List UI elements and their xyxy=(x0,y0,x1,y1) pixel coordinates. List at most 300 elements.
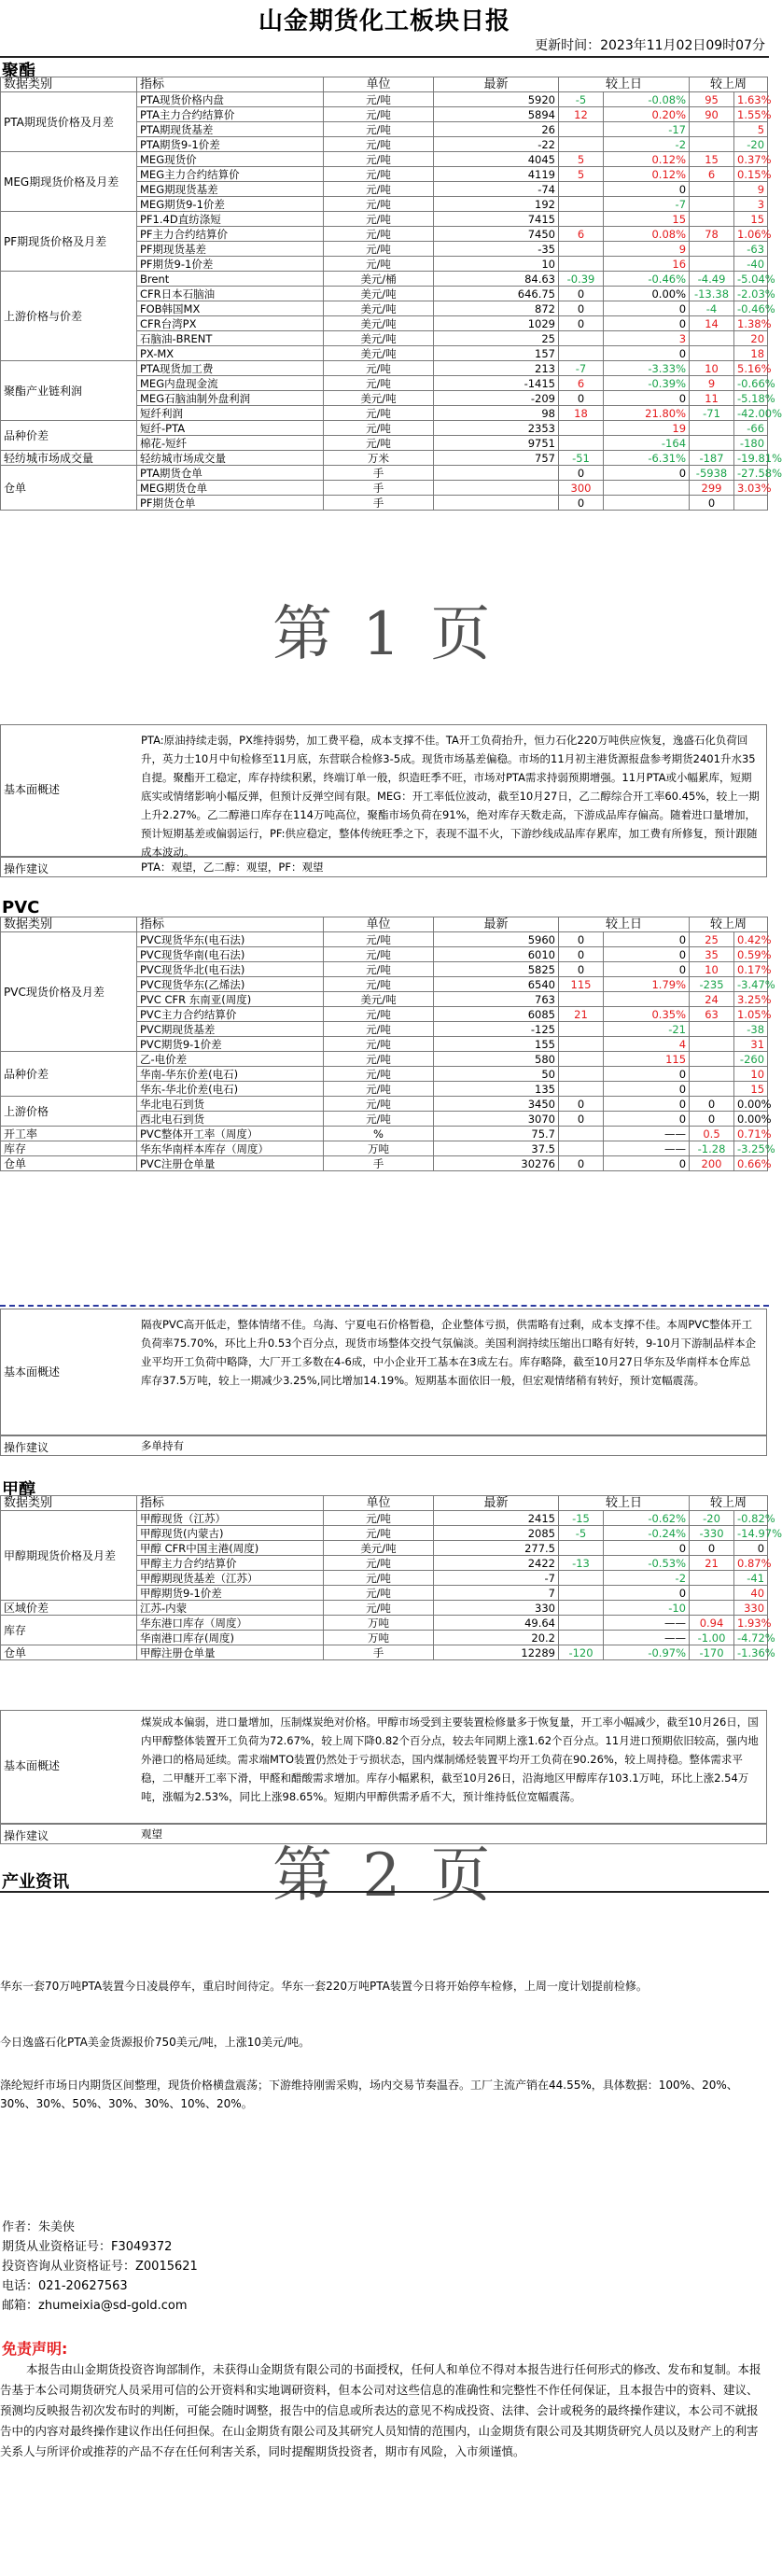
week-change-pct-cell: 40 xyxy=(734,1586,768,1601)
table-row xyxy=(1,451,768,466)
latest-cell xyxy=(434,481,559,496)
category-cell: 上游价格 xyxy=(1,1097,137,1127)
header-category: 数据类别 xyxy=(1,1496,137,1511)
latest-cell: -7 xyxy=(434,1571,559,1586)
day-change-pct-cell: 0.35% xyxy=(604,1007,690,1022)
table-row xyxy=(1,1616,768,1631)
page-2-watermark: 第 2 页 xyxy=(272,1841,496,1911)
latest-cell: 6540 xyxy=(434,977,559,992)
day-change-cell xyxy=(559,421,604,436)
week-change-pct-cell: 0.42% xyxy=(734,932,768,947)
week-change-pct-cell: -27.58% xyxy=(734,466,768,481)
day-change-pct-cell: 115 xyxy=(604,1052,690,1067)
week-change-cell: -4.49 xyxy=(690,272,734,287)
day-change-cell: 0 xyxy=(559,287,604,301)
unit-cell: 元/吨 xyxy=(324,436,434,451)
day-change-pct-cell: -0.53% xyxy=(604,1556,690,1571)
week-change-cell: 10 xyxy=(690,962,734,977)
section-pvc-title: PVC xyxy=(2,898,40,917)
week-change-cell xyxy=(690,436,734,451)
latest-cell: 5825 xyxy=(434,962,559,977)
latest-cell xyxy=(434,466,559,481)
day-change-pct-cell: 0 xyxy=(604,301,690,316)
indicator-cell: 乙-电价差 xyxy=(137,1052,324,1067)
day-change-pct-cell: -17 xyxy=(604,122,690,137)
unit-cell: 元/吨 xyxy=(324,361,434,376)
latest-cell: 98 xyxy=(434,406,559,421)
week-change-cell xyxy=(690,257,734,272)
table-row xyxy=(1,421,768,436)
indicator-cell: 甲醇现货(内蒙古) xyxy=(137,1526,324,1541)
day-change-cell xyxy=(559,331,604,346)
day-change-pct-cell: 0 xyxy=(604,1541,690,1556)
week-change-cell: 0 xyxy=(690,1541,734,1556)
week-change-pct-cell: 5.16% xyxy=(734,361,768,376)
unit-cell: 美元/吨 xyxy=(324,316,434,331)
day-change-cell xyxy=(559,1022,604,1037)
day-change-cell xyxy=(559,182,604,197)
pvc-outlook-text: 隔夜PVC高开低走，整体情绪不佳。乌海、宁夏电石价格暂稳，企业整体亏损，供需略有过剩，成本支撑不佳。本周PVC整体开工负荷率75.70%，环比上升0.53个百分点，现货市场整体交投气氛偏淡。美国利润持续压缩出口略有好转，9-10月下游制品样本企业平均开工负荷中略降，大厂开工多数在4-6成，中小企业开工基本在3成左右。库存略降，截至10月27日华东及华南样本仓库总库存37.5万吨，较上一期减少3.25%,同比增加14.19%。短期基本面依旧一般，但宏观情绪稍有转好，预计宽幅震荡。 xyxy=(141,1318,757,1387)
day-change-cell: -51 xyxy=(559,451,604,466)
week-change-pct-cell: 0 xyxy=(734,1541,768,1556)
indicator-cell: 华东华南样本库存（周度） xyxy=(137,1141,324,1156)
latest-cell: -125 xyxy=(434,1022,559,1037)
unit-cell: 元/吨 xyxy=(324,257,434,272)
day-change-cell xyxy=(559,992,604,1007)
category-cell: PVC现货价格及月差 xyxy=(1,932,137,1052)
pvc-outlook xyxy=(0,1309,767,1435)
advice-label: 操作建议 xyxy=(4,1441,49,1454)
week-change-pct-cell: -3.25% xyxy=(734,1141,768,1156)
polyester-outlook xyxy=(0,724,767,857)
week-change-pct-cell: 0.00% xyxy=(734,1097,768,1112)
day-change-pct-cell: 0 xyxy=(604,1067,690,1082)
week-change-pct-cell: -41 xyxy=(734,1571,768,1586)
methanol-advice-text: 观望 xyxy=(141,1827,162,1841)
unit-cell: 手 xyxy=(324,466,434,481)
day-change-pct-cell: -0.62% xyxy=(604,1511,690,1526)
day-change-pct-cell: -0.24% xyxy=(604,1526,690,1541)
day-change-pct-cell: -0.39% xyxy=(604,376,690,391)
day-change-pct-cell: 0 xyxy=(604,1097,690,1112)
header-category: 数据类别 xyxy=(1,917,137,932)
category-cell: 品种价差 xyxy=(1,1052,137,1097)
pvc-table xyxy=(0,917,775,1171)
table-row xyxy=(1,361,768,376)
week-change-pct-cell: -260 xyxy=(734,1052,768,1067)
latest-cell: 192 xyxy=(434,197,559,212)
latest-cell: 3450 xyxy=(434,1097,559,1112)
unit-cell: 手 xyxy=(324,1156,434,1171)
category-cell: 甲醇期现货价格及月差 xyxy=(1,1511,137,1601)
table-row xyxy=(1,1141,768,1156)
unit-cell: % xyxy=(324,1127,434,1141)
advice-label: 操作建议 xyxy=(4,1829,49,1842)
indicator-cell: 石脑油-BRENT xyxy=(137,331,324,346)
week-change-pct-cell: 3 xyxy=(734,197,768,212)
week-change-pct-cell: 1.05% xyxy=(734,1007,768,1022)
day-change-cell: -15 xyxy=(559,1511,604,1526)
indicator-cell: Brent xyxy=(137,272,324,287)
table-row xyxy=(1,212,768,227)
week-change-pct-cell: 1.38% xyxy=(734,316,768,331)
indicator-cell: MEG期货仓单 xyxy=(137,481,324,496)
latest-cell: 135 xyxy=(434,1082,559,1097)
week-change-pct-cell: -40 xyxy=(734,257,768,272)
day-change-cell: 0 xyxy=(559,962,604,977)
indicator-cell: 甲醇主力合约结算价 xyxy=(137,1556,324,1571)
unit-cell: 元/吨 xyxy=(324,1556,434,1571)
week-change-pct-cell: 1.55% xyxy=(734,107,768,122)
day-change-cell: 115 xyxy=(559,977,604,992)
header-indicator: 指标 xyxy=(137,77,324,92)
day-change-cell xyxy=(559,1616,604,1631)
polyester-advice xyxy=(0,857,767,877)
day-change-cell: -0.39 xyxy=(559,272,604,287)
day-change-pct-cell xyxy=(604,992,690,1007)
table-row xyxy=(1,152,768,167)
latest-cell: 757 xyxy=(434,451,559,466)
indicator-cell: CFR台湾PX xyxy=(137,316,324,331)
indicator-cell: PF1.4D直纺涤短 xyxy=(137,212,324,227)
indicator-cell: MEG期货9-1价差 xyxy=(137,197,324,212)
latest-cell: 155 xyxy=(434,1037,559,1052)
day-change-cell: -13 xyxy=(559,1556,604,1571)
latest-cell: 2353 xyxy=(434,421,559,436)
week-change-pct-cell: 330 xyxy=(734,1601,768,1616)
title-divider xyxy=(0,56,769,58)
table-header-row xyxy=(1,917,768,932)
unit-cell: 元/吨 xyxy=(324,167,434,182)
unit-cell: 元/吨 xyxy=(324,1022,434,1037)
day-change-pct-cell: 0.08% xyxy=(604,227,690,242)
day-change-pct-cell: 0 xyxy=(604,932,690,947)
week-change-pct-cell: 3.25% xyxy=(734,992,768,1007)
day-change-pct-cell: 0 xyxy=(604,391,690,406)
day-change-pct-cell: 9 xyxy=(604,242,690,257)
indicator-cell: PTA期货9-1价差 xyxy=(137,137,324,152)
latest-cell: 2422 xyxy=(434,1556,559,1571)
week-change-cell xyxy=(690,137,734,152)
week-change-cell: -4 xyxy=(690,301,734,316)
unit-cell: 元/吨 xyxy=(324,1526,434,1541)
day-change-cell xyxy=(559,212,604,227)
week-change-pct-cell: 1.06% xyxy=(734,227,768,242)
day-change-cell xyxy=(559,1127,604,1141)
day-change-pct-cell: 1.79% xyxy=(604,977,690,992)
day-change-cell xyxy=(559,1571,604,1586)
week-change-cell: 95 xyxy=(690,92,734,107)
latest-cell: 5894 xyxy=(434,107,559,122)
week-change-pct-cell: 3.03% xyxy=(734,481,768,496)
header-prev-day: 较上日 xyxy=(559,917,690,932)
category-cell: 开工率 xyxy=(1,1127,137,1141)
report-title: 山金期货化工板块日报 xyxy=(258,7,510,35)
table-row xyxy=(1,1097,768,1112)
day-change-pct-cell: -0.08% xyxy=(604,92,690,107)
week-change-cell: 21 xyxy=(690,1556,734,1571)
week-change-cell: 25 xyxy=(690,932,734,947)
week-change-pct-cell xyxy=(734,496,768,511)
indicator-cell: PTA期现货基差 xyxy=(137,122,324,137)
unit-cell: 美元/吨 xyxy=(324,1541,434,1556)
latest-cell: 157 xyxy=(434,346,559,361)
author-phone: 电话：021-20627563 xyxy=(2,2279,128,2293)
unit-cell: 元/吨 xyxy=(324,1082,434,1097)
unit-cell: 元/吨 xyxy=(324,1067,434,1082)
methanol-outlook xyxy=(0,1710,767,1824)
category-cell: 上游价格与价差 xyxy=(1,272,137,361)
indicator-cell: PVC现货华东(乙烯法) xyxy=(137,977,324,992)
day-change-cell: 300 xyxy=(559,481,604,496)
week-change-cell: 14 xyxy=(690,316,734,331)
outlook-label: 基本面概述 xyxy=(4,1759,61,1772)
week-change-pct-cell: -5.18% xyxy=(734,391,768,406)
week-change-cell: 15 xyxy=(690,152,734,167)
week-change-cell xyxy=(690,242,734,257)
unit-cell: 元/吨 xyxy=(324,1601,434,1616)
indicator-cell: PTA期货仓单 xyxy=(137,466,324,481)
week-change-cell: -235 xyxy=(690,977,734,992)
update-time: 更新时间：2023年11月02日09时07分 xyxy=(535,38,765,53)
week-change-pct-cell: -2.03% xyxy=(734,287,768,301)
pvc-advice-text: 多单持有 xyxy=(141,1439,184,1452)
week-change-pct-cell: 15 xyxy=(734,212,768,227)
week-change-cell: 0 xyxy=(690,1097,734,1112)
latest-cell: 25 xyxy=(434,331,559,346)
week-change-pct-cell: -1.36% xyxy=(734,1645,768,1660)
latest-cell: 7 xyxy=(434,1586,559,1601)
week-change-cell: -1.00 xyxy=(690,1631,734,1645)
unit-cell: 手 xyxy=(324,1645,434,1660)
week-change-cell xyxy=(690,122,734,137)
week-change-cell: 9 xyxy=(690,376,734,391)
category-cell: 仓单 xyxy=(1,1156,137,1171)
table-row xyxy=(1,1601,768,1616)
indicator-cell: 短纤利润 xyxy=(137,406,324,421)
week-change-pct-cell: -5.04% xyxy=(734,272,768,287)
unit-cell: 元/吨 xyxy=(324,1586,434,1601)
day-change-cell: 0 xyxy=(559,1112,604,1127)
unit-cell: 元/吨 xyxy=(324,947,434,962)
unit-cell: 元/吨 xyxy=(324,137,434,152)
table-header-row xyxy=(1,77,768,92)
indicator-cell: PF期货9-1价差 xyxy=(137,257,324,272)
table-row xyxy=(1,466,768,481)
table-row xyxy=(1,1511,768,1526)
day-change-cell xyxy=(559,1082,604,1097)
polyester-table xyxy=(0,77,782,511)
latest-cell: 37.5 xyxy=(434,1141,559,1156)
day-change-pct-cell: 0.12% xyxy=(604,152,690,167)
week-change-pct-cell: -0.46% xyxy=(734,301,768,316)
methanol-table xyxy=(0,1495,782,1660)
unit-cell: 手 xyxy=(324,481,434,496)
latest-cell: 5960 xyxy=(434,932,559,947)
day-change-pct-cell: 16 xyxy=(604,257,690,272)
day-change-pct-cell: 0 xyxy=(604,1586,690,1601)
day-change-pct-cell xyxy=(604,496,690,511)
indicator-cell: 江苏-内蒙 xyxy=(137,1601,324,1616)
week-change-pct-cell: 0.17% xyxy=(734,962,768,977)
day-change-cell: 0 xyxy=(559,496,604,511)
week-change-cell xyxy=(690,1067,734,1082)
week-change-pct-cell: 1.93% xyxy=(734,1616,768,1631)
indicator-cell: PF期现货基差 xyxy=(137,242,324,257)
unit-cell: 美元/吨 xyxy=(324,287,434,301)
unit-cell: 美元/吨 xyxy=(324,331,434,346)
week-change-pct-cell: -0.66% xyxy=(734,376,768,391)
day-change-cell: 12 xyxy=(559,107,604,122)
week-change-cell xyxy=(690,1601,734,1616)
indicator-cell: 西北电石到货 xyxy=(137,1112,324,1127)
unit-cell: 元/吨 xyxy=(324,197,434,212)
indicator-cell: 华南-华东价差(电石) xyxy=(137,1067,324,1082)
table-row xyxy=(1,932,768,947)
unit-cell: 美元/吨 xyxy=(324,346,434,361)
week-change-cell: -13.38 xyxy=(690,287,734,301)
header-prev-day: 较上日 xyxy=(559,1496,690,1511)
unit-cell: 万吨 xyxy=(324,1616,434,1631)
week-change-cell xyxy=(690,1571,734,1586)
day-change-pct-cell xyxy=(604,481,690,496)
advice-label: 操作建议 xyxy=(4,862,49,875)
latest-cell: 49.64 xyxy=(434,1616,559,1631)
day-change-pct-cell: 0 xyxy=(604,466,690,481)
page-break-1 xyxy=(0,1305,769,1307)
week-change-cell xyxy=(690,421,734,436)
indicator-cell: PTA现货价格内盘 xyxy=(137,92,324,107)
unit-cell: 美元/吨 xyxy=(324,301,434,316)
latest-cell: 2415 xyxy=(434,1511,559,1526)
unit-cell: 美元/桶 xyxy=(324,272,434,287)
indicator-cell: PVC CFR 东南亚(周度) xyxy=(137,992,324,1007)
day-change-pct-cell: 3 xyxy=(604,331,690,346)
news-item: 今日逸盛石化PTA美金货源报价750美元/吨，上涨10美元/吨。 xyxy=(0,2036,311,2049)
week-change-cell: -1.28 xyxy=(690,1141,734,1156)
methanol-outlook-text: 煤炭成本偏弱，进口量增加，压制煤炭绝对价格。甲醇市场受到主要装置检修量多于恢复量，开工率小幅减少，截至10月26日，国内甲醇整体装置开工负荷为72.67%，较上周下降0.82个百分点，较去年同期上涨1.62个百分点。11月进口预期依旧较高，强内地外港口的格局延续。需求端MTO装置仍然处于亏损状态，国内煤制烯烃装置平均开工负荷在90.26%，较上周持稳。整体需求平稳，二甲醚开工率下滑，甲醛和醋酸需求增加。库存小幅累积，截至10月26日，沿海地区甲醇库存103.1万吨，环比上涨2.54万吨，涨幅为2.53%，同比上涨98.65%。短期内甲醇供需矛盾不大，预计维持低位宽幅震荡。 xyxy=(141,1715,759,1803)
industry-news-title: 产业资讯 xyxy=(2,1872,69,1892)
week-change-cell: -20 xyxy=(690,1511,734,1526)
week-change-pct-cell: 18 xyxy=(734,346,768,361)
week-change-cell: -187 xyxy=(690,451,734,466)
day-change-pct-cell: -21 xyxy=(604,1022,690,1037)
disclaimer-title: 免责声明: xyxy=(2,2340,68,2358)
week-change-cell xyxy=(690,182,734,197)
indicator-cell: FOB韩国MX xyxy=(137,301,324,316)
week-change-cell xyxy=(690,1022,734,1037)
day-change-pct-cell: -164 xyxy=(604,436,690,451)
day-change-pct-cell: -0.46% xyxy=(604,272,690,287)
week-change-cell xyxy=(690,1586,734,1601)
indicator-cell: 华南港口库存(周度) xyxy=(137,1631,324,1645)
indicator-cell: PTA主力合约结算价 xyxy=(137,107,324,122)
indicator-cell: 甲醇期现货基差（江苏） xyxy=(137,1571,324,1586)
day-change-cell: 5 xyxy=(559,152,604,167)
latest-cell: 6010 xyxy=(434,947,559,962)
day-change-cell xyxy=(559,257,604,272)
indicator-cell: PF期货仓单 xyxy=(137,496,324,511)
day-change-cell: 21 xyxy=(559,1007,604,1022)
outlook-label: 基本面概述 xyxy=(4,783,61,796)
day-change-pct-cell: 0 xyxy=(604,1156,690,1171)
latest-cell: 3070 xyxy=(434,1112,559,1127)
latest-cell: -1415 xyxy=(434,376,559,391)
week-change-pct-cell: 1.63% xyxy=(734,92,768,107)
indicator-cell: 甲醇现货（江苏） xyxy=(137,1511,324,1526)
week-change-pct-cell: -38 xyxy=(734,1022,768,1037)
indicator-cell: 短纤-PTA xyxy=(137,421,324,436)
indicator-cell: PF主力合约结算价 xyxy=(137,227,324,242)
latest-cell: 646.75 xyxy=(434,287,559,301)
week-change-pct-cell: -4.72% xyxy=(734,1631,768,1645)
outlook-label: 基本面概述 xyxy=(4,1365,61,1379)
indicator-cell: PVC期现货基差 xyxy=(137,1022,324,1037)
day-change-cell xyxy=(559,1067,604,1082)
category-cell: 区域价差 xyxy=(1,1601,137,1616)
day-change-pct-cell: —— xyxy=(604,1141,690,1156)
week-change-pct-cell: 0.00% xyxy=(734,1112,768,1127)
day-change-cell xyxy=(559,1541,604,1556)
day-change-cell: 0 xyxy=(559,316,604,331)
week-change-cell: 24 xyxy=(690,992,734,1007)
week-change-pct-cell: 0.15% xyxy=(734,167,768,182)
day-change-pct-cell: -2 xyxy=(604,1571,690,1586)
day-change-pct-cell: 0 xyxy=(604,316,690,331)
week-change-pct-cell: -63 xyxy=(734,242,768,257)
week-change-cell: 0.5 xyxy=(690,1127,734,1141)
day-change-cell xyxy=(559,1141,604,1156)
day-change-cell: 0 xyxy=(559,1097,604,1112)
day-change-cell: -7 xyxy=(559,361,604,376)
indicator-cell: MEG石脑油制外盘利润 xyxy=(137,391,324,406)
category-cell: 品种价差 xyxy=(1,421,137,451)
week-change-pct-cell: -42.00% xyxy=(734,406,768,421)
unit-cell: 元/吨 xyxy=(324,406,434,421)
day-change-cell: 6 xyxy=(559,227,604,242)
indicator-cell: 华北电石到货 xyxy=(137,1097,324,1112)
unit-cell: 元/吨 xyxy=(324,242,434,257)
header-prev-week: 较上周 xyxy=(690,917,768,932)
author-license: 期货从业资格证号：F3049372 xyxy=(2,2240,173,2254)
day-change-cell xyxy=(559,1601,604,1616)
week-change-pct-cell: 0.37% xyxy=(734,152,768,167)
day-change-pct-cell: 0 xyxy=(604,182,690,197)
week-change-pct-cell: 15 xyxy=(734,1082,768,1097)
week-change-cell: 35 xyxy=(690,947,734,962)
category-cell: PTA期现货价格及月差 xyxy=(1,92,137,152)
day-change-cell xyxy=(559,1586,604,1601)
category-cell: 仓单 xyxy=(1,466,137,511)
week-change-pct-cell: -3.47% xyxy=(734,977,768,992)
day-change-cell: 0 xyxy=(559,466,604,481)
header-indicator: 指标 xyxy=(137,917,324,932)
unit-cell: 元/吨 xyxy=(324,1097,434,1112)
day-change-cell xyxy=(559,197,604,212)
unit-cell: 元/吨 xyxy=(324,227,434,242)
unit-cell: 美元/吨 xyxy=(324,992,434,1007)
day-change-pct-cell: 19 xyxy=(604,421,690,436)
day-change-pct-cell: 0 xyxy=(604,1082,690,1097)
table-row xyxy=(1,1156,768,1171)
latest-cell: -35 xyxy=(434,242,559,257)
indicator-cell: PX-MX xyxy=(137,346,324,361)
latest-cell: -22 xyxy=(434,137,559,152)
latest-cell: 12289 xyxy=(434,1645,559,1660)
table-row xyxy=(1,1127,768,1141)
latest-cell: 5920 xyxy=(434,92,559,107)
latest-cell: 6085 xyxy=(434,1007,559,1022)
